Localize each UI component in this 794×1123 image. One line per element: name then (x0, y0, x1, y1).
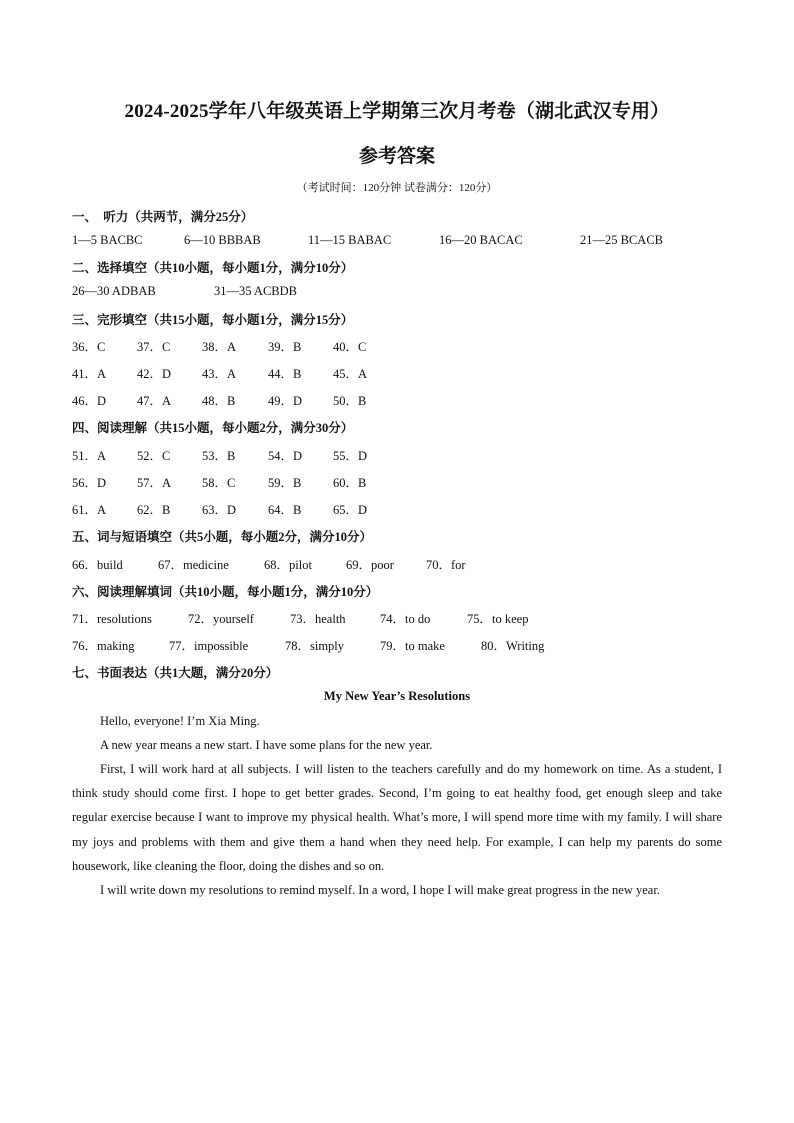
answer-item: 75．to keep (467, 612, 529, 626)
answer-item: 36．C (72, 340, 106, 354)
answer-item: 42．D (137, 367, 172, 381)
page-subtitle: 参考答案 (358, 146, 435, 167)
section-heading-writing: 七、书面表达（共1大题，满分20分） (72, 666, 279, 680)
section-heading-reading: 四、阅读理解（共15小题，每小题2分，满分30分） (72, 421, 354, 435)
answer-item: 58．C (202, 476, 236, 490)
answer-item: 66．build (72, 558, 123, 572)
answer-item: 45．A (333, 367, 368, 381)
answer-item: 63．D (202, 503, 237, 517)
answer-item: 64．B (268, 503, 302, 517)
answer-item: 54．D (268, 449, 303, 463)
section-heading-listening: 一、 听力（共两节，满分25分） (72, 210, 254, 224)
essay-paragraph: First, I will work hard at all subjects. I will listen to the teachers carefully and do my homework on time. As a student, I think study should come first. I hope to get better grades. Second, I’m going to eat healthy food, get enough sleep and take regular exercise because I want to improve my physical health. What’s more, I will spend more time with my family. I will share my joys and problems with them and give them a hand when they need help. For example, I can help my parents do some housework, like cleaning the floor, doing the dishes and so on. (72, 762, 722, 873)
answer-item: 31—35 ACBDB (214, 284, 298, 298)
essay-paragraph: A new year means a new start. I have some plans for the new year. (100, 738, 433, 752)
answer-item: 70．for (426, 558, 466, 572)
answer-item: 52．C (137, 449, 171, 463)
answer-item: 67．medicine (158, 558, 229, 572)
answer-item: 74．to do (380, 612, 431, 626)
section-heading-reading-fill: 六、阅读理解填词（共10小题，每小题1分，满分10分） (72, 585, 379, 599)
answer-item: 48．B (202, 394, 236, 408)
answer-item: 51．A (72, 449, 107, 463)
answer-item: 61．A (72, 503, 107, 517)
page-title: 2024-2025学年八年级英语上学期第三次月考卷（湖北武汉专用） (124, 101, 670, 122)
answer-item: 78．simply (285, 639, 345, 653)
answer-item: 21—25 BCACB (580, 233, 664, 247)
section-heading-word-fill: 五、词与短语填空（共5小题，每小题2分，满分10分） (72, 530, 373, 544)
answer-item: 39．B (268, 340, 302, 354)
answer-item: 57．A (137, 476, 172, 490)
answer-item: 40．C (333, 340, 367, 354)
essay-paragraph: I will write down my resolutions to remind myself. In a word, I hope I will make great progress in the new year. (100, 883, 660, 897)
answer-item: 80．Writing (481, 639, 545, 653)
answer-item: 69．poor (346, 558, 394, 572)
essay-title: My New Year’s Resolutions (323, 689, 471, 703)
answer-item: 76．making (72, 639, 135, 653)
answer-item: 16—20 BACAC (439, 233, 523, 247)
answer-item: 55．D (333, 449, 368, 463)
answer-item: 77．impossible (169, 639, 249, 653)
answer-item: 44．B (268, 367, 302, 381)
answer-item: 60．B (333, 476, 367, 490)
answer-item: 73．health (290, 612, 346, 626)
answer-item: 49．D (268, 394, 303, 408)
answer-item: 59．B (268, 476, 302, 490)
section-heading-cloze: 三、完形填空（共15小题，每小题1分，满分15分） (72, 313, 354, 327)
answer-item: 26—30 ADBAB (72, 284, 156, 298)
answer-item: 11—15 BABAC (308, 233, 392, 247)
answer-item: 68．pilot (264, 558, 312, 572)
section-heading-multiple-choice: 二、选择填空（共10小题，每小题1分，满分10分） (72, 261, 354, 275)
answer-item: 72．yourself (188, 612, 254, 626)
answer-item: 41．A (72, 367, 107, 381)
essay-paragraph: Hello, everyone! I’m Xia Ming. (100, 714, 260, 728)
answer-item: 46．D (72, 394, 107, 408)
exam-meta: （考试时间：120分钟 试卷满分：120分） (296, 182, 498, 194)
answer-item: 43．A (202, 367, 237, 381)
answer-item: 53．B (202, 449, 236, 463)
answer-item: 37．C (137, 340, 171, 354)
answer-item: 1—5 BACBC (72, 233, 143, 247)
answer-item: 6—10 BBBAB (184, 233, 261, 247)
answer-item: 65．D (333, 503, 368, 517)
answer-item: 79．to make (380, 639, 445, 653)
answer-item: 71．resolutions (72, 612, 152, 626)
answer-item: 47．A (137, 394, 172, 408)
answer-item: 56．D (72, 476, 107, 490)
answer-item: 38．A (202, 340, 237, 354)
answer-item: 50．B (333, 394, 367, 408)
answer-item: 62．B (137, 503, 171, 517)
